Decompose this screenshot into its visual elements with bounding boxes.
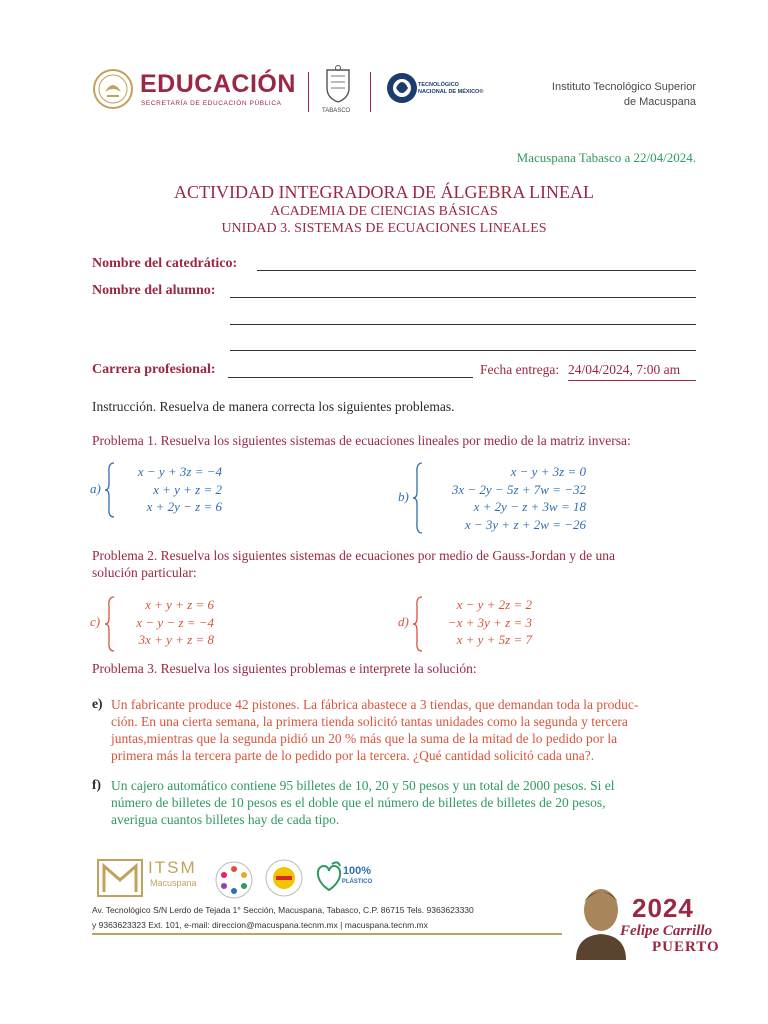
career-label: Carrera profesional: bbox=[92, 362, 216, 377]
career-field-line[interactable] bbox=[228, 377, 473, 378]
equation-row: x + y + z = 2 bbox=[153, 481, 222, 497]
system-b bbox=[426, 463, 586, 533]
equation-row: x + y + 5z = 7 bbox=[456, 632, 532, 647]
itsm-label: ITSM bbox=[148, 858, 197, 877]
tecnm-logo-icon bbox=[386, 68, 418, 110]
felipe-carrillo-label: Felipe Carrillo bbox=[620, 923, 713, 939]
tecnm-label: TECNOLÓGICO NACIONAL DE MÉXICO® bbox=[418, 82, 484, 95]
teacher-field-line[interactable] bbox=[257, 270, 696, 271]
educacion-title: EDUCACIÓN bbox=[140, 70, 296, 98]
equation-row: x + 2y − z + 3w = 18 bbox=[473, 499, 586, 514]
main-title: ACTIVIDAD INTEGRADORA DE ÁLGEBRA LINEAL bbox=[174, 182, 594, 202]
institute-name: Instituto Tecnológico Superior de Macuspana bbox=[551, 81, 696, 108]
left-brace-icon bbox=[104, 462, 116, 518]
item-e-label: e) bbox=[92, 696, 103, 711]
due-label: Fecha entrega: bbox=[480, 362, 560, 377]
left-brace-icon bbox=[412, 462, 424, 534]
student-label: Nombre del alumno: bbox=[92, 283, 216, 298]
system-c bbox=[118, 596, 214, 649]
portrait-icon bbox=[572, 880, 630, 960]
item-f-label: f) bbox=[92, 777, 101, 792]
system-b-label: b) bbox=[398, 489, 409, 504]
problem-1-text: Problema 1. Resuelva los siguientes sistemas de ecuaciones lineales por medio de la matriz inversa: bbox=[92, 433, 631, 448]
system-d bbox=[426, 596, 532, 649]
footer-divider bbox=[92, 933, 562, 935]
puerto-label: PUERTO bbox=[652, 939, 720, 955]
system-c-label: c) bbox=[90, 614, 101, 629]
year-2024: 2024 bbox=[632, 893, 694, 923]
left-brace-icon bbox=[412, 596, 424, 652]
date-line: Macuspana Tabasco a 22/04/2024. bbox=[516, 150, 696, 165]
equation-row: x − y + 2z = 2 bbox=[456, 597, 532, 612]
mexico-seal-icon bbox=[92, 68, 134, 110]
colorful-circle-logo-icon bbox=[214, 860, 254, 900]
academy-title: ACADEMIA DE CIENCIAS BÁSICAS bbox=[270, 204, 498, 219]
due-value: 24/04/2024, 7:00 am bbox=[568, 362, 681, 377]
equation-row: x − y + 3z = 0 bbox=[510, 464, 586, 479]
unit-title: UNIDAD 3. SISTEMAS DE ECUACIONES LINEALES bbox=[221, 221, 547, 236]
equation-row: x + 2y − z = 6 bbox=[146, 499, 222, 514]
tabasco-shield-icon bbox=[325, 64, 351, 104]
item-e-text: Un fabricante produce 42 pistones. La fábrica abastece a 3 tiendas, que demandan toda la produc- ción. En una cierta semana, la primera tienda solicitó tantas unidades como la segunda y tercera juntas,mientras que la segunda pidió un 20 % más que la suma de la mitad de lo pedido por la primera más la tercera parte de lo pedido por la tercera. ¿Qué cantidad solicitó cada una?. bbox=[111, 697, 639, 763]
itsm-sub-label: Macuspana bbox=[150, 878, 197, 888]
divider bbox=[308, 72, 309, 112]
itsm-logo-icon bbox=[96, 858, 144, 898]
equation-row: −x + 3y + z = 3 bbox=[447, 614, 532, 630]
equation-row: x − y − z = −4 bbox=[136, 614, 214, 630]
problem-3-text: Problema 3. Resuelva los siguientes problemas e interprete la solución: bbox=[92, 661, 477, 676]
student-field-line[interactable] bbox=[230, 324, 696, 325]
footer-address: Av. Tecnológico S/N Lerdo de Tejada 1° Sección, Macuspana, Tabasco, C.P. 86715 Tels. 9363623330 y 9363623323 Ext. 101, e-mail: direccion@macuspana.tecnm.mx | macuspana.tecnm.mx bbox=[92, 905, 474, 930]
equation-row: 3x − 2y − 5z + 7w = −32 bbox=[451, 481, 586, 497]
instruction: Instrucción. Resuelva de manera correcta los siguientes problemas. bbox=[92, 399, 455, 414]
item-f-text: Un cajero automático contiene 95 billetes de 10, 20 y 50 pesos y un total de 2000 pesos. Si el número de billetes de 10 pesos es el doble que el número de billetes de billetes de 20 pesos, averigua cuantos billetes hay de cada tipo. bbox=[111, 778, 615, 827]
educacion-subtitle: SECRETARÍA DE EDUCACIÓN PÚBLICA bbox=[141, 100, 282, 107]
divider bbox=[370, 72, 371, 112]
system-a bbox=[118, 463, 222, 516]
tabasco-label: TABASCO bbox=[322, 108, 351, 114]
left-brace-icon bbox=[104, 596, 116, 652]
libre-plastico-label: 100% PLÁSTICO bbox=[341, 865, 373, 885]
equation-row: x − 3y + z + 2w = −26 bbox=[464, 516, 586, 532]
yellow-seal-icon bbox=[264, 858, 304, 898]
problem-2-text: Problema 2. Resuelva los siguientes sistemas de ecuaciones por medio de Gauss-Jordan y de una solución particular: bbox=[92, 548, 615, 580]
equation-row: x − y + 3z = −4 bbox=[137, 464, 222, 479]
system-a-label: a) bbox=[90, 481, 101, 496]
teacher-label: Nombre del catedrático: bbox=[92, 256, 238, 271]
student-field-line[interactable] bbox=[230, 297, 696, 298]
due-underline bbox=[568, 380, 696, 381]
equation-row: 3x + y + z = 8 bbox=[138, 632, 214, 647]
student-field-line[interactable] bbox=[230, 350, 696, 351]
system-d-label: d) bbox=[398, 614, 409, 629]
equation-row: x + y + z = 6 bbox=[145, 597, 214, 612]
